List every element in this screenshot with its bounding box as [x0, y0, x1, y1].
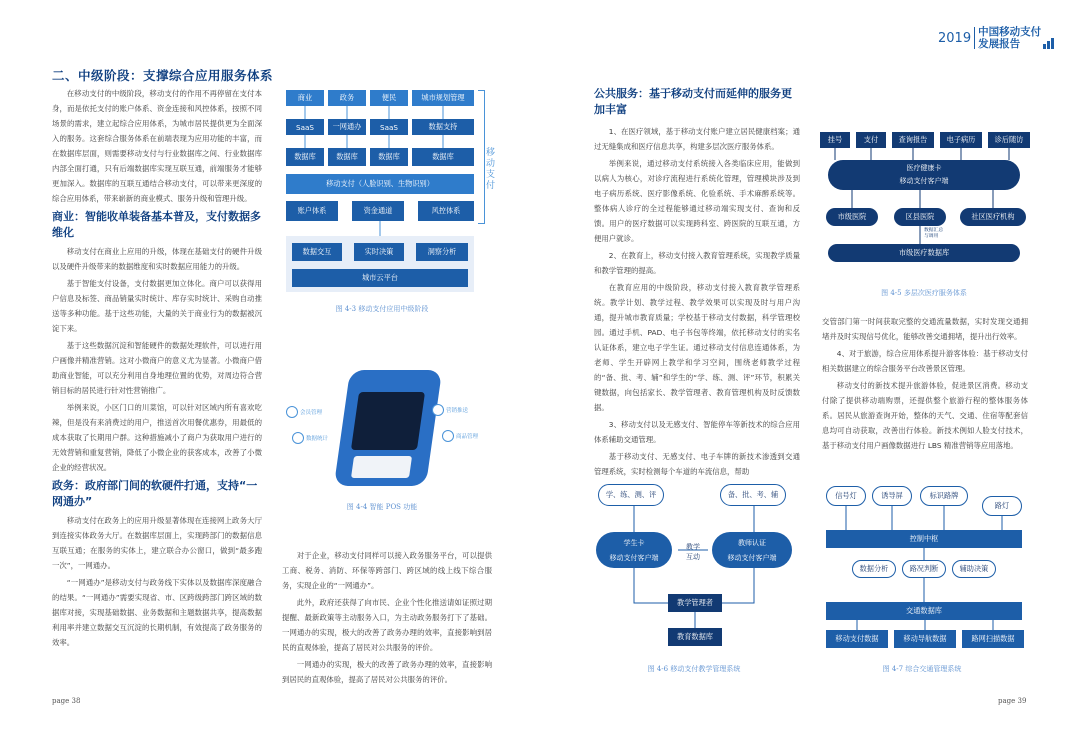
- fig6-teacher-client: 移动支付客户端: [727, 554, 777, 562]
- fig3-box-commerce: 商业: [286, 90, 324, 106]
- header-divider: [974, 27, 975, 49]
- fig6-interact-2: 互动: [686, 553, 700, 561]
- fig7-scan-data: 路网扫描数据: [962, 630, 1024, 648]
- fig3-box-datasupport: 数据支持: [412, 119, 474, 135]
- fig3-box-saas-1: SaaS: [286, 119, 324, 135]
- fig4-caption: 图 4-4 智能 POS 功能: [346, 503, 418, 511]
- fig5-caption: 图 4-5 多层次医疗服务体系: [881, 289, 967, 297]
- fig7-sign: 标识路牌: [920, 486, 968, 506]
- fig6-manager: 教学管理者: [668, 594, 722, 612]
- pos-bubble-goods: [442, 430, 478, 442]
- right-paragraph-4: 在教育应用的中级阶段，移动支付接入教育教学管理系统。教学计划、教学过程、教学效果可以实现及时与用户沟通，提升城市教育质量；学校基于移动支付数据，科学管理校园。通过手机、PAD、电子书包等终端，依托移动支付的实名认证体系，建立电子学生证。通过移动支付信息连通体系，为老师、学生开辟网上教学和学习空间，围绕老师教学过程的“备、批、考、辅”和学生的“学、练、测、评”环节，积累关键数据，向包括家长、教学管理者、教育管理机构及时反馈数据。: [594, 283, 800, 412]
- member-icon: [286, 406, 298, 418]
- left-col2-paragraph-1: 对于企业，移动支付同样可以接入政务服务平台，可以提供工商、税务、消防、环保等跨部门、跨区域的线上线下综合服务，实现企业的“一网通办”。: [282, 551, 492, 590]
- fig6-arrows: [594, 478, 804, 650]
- fig3-caption: 图 4-3 移动支付应用中级阶段: [335, 305, 429, 313]
- public-heading: 公共服务：基于移动支付而延伸的服务更加丰富: [594, 87, 792, 116]
- figure-4-4: [282, 370, 502, 490]
- fig7-control-center: 控制中枢: [826, 530, 1022, 548]
- header-title-line1: 中国移动支付: [978, 26, 1042, 38]
- fig6-interact-1: 教学: [686, 543, 700, 551]
- left-col2-paragraph-2: 此外，政府还获得了向市民、企业个性化推送请如证照过期提醒、最新政策等主动服务入口，为主动政务服务打下了基础。一网通办的实现，极大的改善了政务办理的效率，直接影响到居民的直观体验，提高了居民对公共服务的评价。: [282, 598, 492, 652]
- fig3-box-yiwang: 一网通办: [328, 119, 366, 135]
- fig3-box-risk: 风控体系: [418, 201, 474, 221]
- bubble-stats-label: 数据统计: [306, 436, 329, 442]
- fig3-box-db-4: 数据库: [412, 148, 474, 166]
- gov-heading: 政务：政府部门间的软硬件打通，支持“一网通办”: [52, 479, 258, 508]
- right-col2-paragraph-1: 交管部门第一时间获取完整的交通流量数据，实时发现交通拥堵并及时实现信号优化，能够改善交通拥堵，提升出行效率。: [822, 317, 1028, 341]
- pos-device: [334, 370, 442, 486]
- bubble-goods-label: 商品管理: [456, 434, 479, 440]
- commerce-paragraph-3: 基于这些数据沉淀和智能硬件的数据处理软件，可以进行用户画像并精准营销。这对小微商户的意义尤为显著。小微商户借助商业智能，可以充分利用自身地理位置的优势，对周边符合营销目标的居民进行针对性营销推广。: [52, 341, 262, 395]
- page-number-right: page 39: [998, 697, 1027, 705]
- fig3-box-fund: 资金通道: [352, 201, 404, 221]
- fig5-box-report: 查询报告: [892, 132, 934, 148]
- fig3-box-decision: 实时决策: [354, 243, 404, 261]
- pos-screen: [351, 392, 425, 450]
- page-number-left: page 38: [52, 697, 81, 705]
- fig5-health-card: 医疗健康卡: [906, 164, 942, 172]
- fig3-box-insight: 洞察分析: [416, 243, 468, 261]
- fig3-mobile-payment-bar: 移动支付（人脸识别、生物识别）: [286, 174, 474, 194]
- fig6-edu-db: 教育数据库: [668, 628, 722, 646]
- figure-4-5: [818, 128, 1030, 268]
- gov-paragraph-2: “一网通办”是移动支付与政务线下实体以及数据库深度融合的结果。“一网通办”需要实现省、市、区跨级跨部门跨区域的数据库对接，实现基础数据、业务数据和主题数据共享，提高数据利用率并建立数据交互沉淀的长期机制，有效提高了政务服务的效率。: [52, 578, 262, 647]
- header-title: [978, 26, 1041, 50]
- intro-paragraph: 在移动支付的中级阶段，移动支付的作用不再停留在支付本身，而是依托支付的账户体系、资金连接和风控体系，按照不同场景的需求，建立起综合应用体系，为城市居民提供更为全面深入的服务。这套综合服务体系在前端表现为应用功能的丰富，而在数据库层面，则需要移动支付与行业数据库之间、行业数据库内部全面打通，只有后端数据库实现互联互通，前端服务才能够更加深入。数据库的互联互通结合移动支付，可以带来更深度的综合应用体系，带来崭新的商业模式、服务升级和管理升级。: [52, 89, 262, 203]
- fig7-lamp: 路灯: [982, 496, 1022, 516]
- fig7-caption: 图 4-7 综合交通管理系统: [882, 665, 962, 673]
- fig3-box-convenience: 便民: [370, 90, 408, 106]
- fig5-arrows: [818, 128, 1030, 248]
- right-paragraph-6: 基于移动支付、无感支付、电子车牌的新技术渗透到交通管理系统，实时检测每个车道的车流信息，帮助: [594, 452, 800, 476]
- fig5-hosp-community: 社区医疗机构: [960, 208, 1026, 226]
- fig3-side-label: 移动支付: [486, 148, 496, 191]
- commerce-paragraph-2: 基于智能支付设备，支付数据更加立体化。商户可以获得用户信息及标签、商品销量实时统计、库存实时统计、采购自动推送等多种功能。基于这些功能，大量的关于商业行为的数据被沉淀下来。: [52, 279, 262, 333]
- fig3-arrows: [282, 86, 482, 236]
- fig6-caption: 图 4-6 移动支付教学管理系统: [647, 665, 741, 673]
- pos-keypad: [351, 456, 412, 478]
- fig3-city-cloud: 城市云平台: [292, 269, 468, 287]
- fig3-box-gov: 政务: [328, 90, 366, 106]
- right-paragraph-1: 1、在医疗领域，基于移动支付账户建立居民健康档案；通过无缝集成和医疗信息共享，构建多层次医疗服务体系。: [594, 127, 800, 151]
- right-paragraph-3: 2、在教育上，移动支付接入教育管理系统，实现教学质量和教学管理的提高。: [594, 251, 800, 275]
- pos-bubble-marketing: [432, 404, 468, 416]
- right-col2: [822, 314, 1028, 455]
- fig6-teacher-auth: 教师认证: [738, 539, 766, 547]
- figure-4-6: [594, 478, 804, 650]
- goods-icon: [442, 430, 454, 442]
- chart-logo-icon: [1043, 37, 1057, 49]
- left-col2-paragraph-3: 一网通办的实现，极大的改善了政务办理的效率，直接影响到居民的直观体验，提高了居民对公共服务的评价。: [282, 660, 492, 684]
- fig6-learn-oval: 学、练、测、评: [598, 484, 664, 506]
- fig7-arrows: [822, 482, 1030, 632]
- fig6-student-card: 学生卡: [623, 539, 645, 547]
- right-col1: [594, 86, 800, 481]
- marketing-icon: [432, 404, 444, 416]
- fig5-box-emr: 电子病历: [940, 132, 982, 148]
- right-paragraph-2: 举例来说，通过移动支付系统接入各类临床应用，能做到以病人为核心，对诊疗流程进行系统化管理，管理模块涉及到电子病历系统、医疗影像系统、化验系统、手术麻醉系统等。整体病人诊疗的全过程能够通过移动端实现支付、查询和反馈。用户的医疗数据可以实现跨科室、跨医院的互联互通，方便用户就诊。: [594, 159, 800, 243]
- fig5-hosp-city: 市级医院: [826, 208, 878, 226]
- commerce-heading: 商业：智能收单装备基本普及，支付数据多维化: [52, 210, 261, 239]
- right-paragraph-5: 3、移动支付以及无感支付、智能停车等新技术的综合应用体系辅助交通管理。: [594, 420, 800, 444]
- fig5-box-followup: 诊后随访: [988, 132, 1030, 148]
- fig6-teach-oval: 备、批、考、辅: [720, 484, 786, 506]
- fig7-mobile-data: 移动支付数据: [826, 630, 888, 648]
- fig5-box-pay: 支付: [856, 132, 886, 148]
- pos-bubble-member: [286, 406, 322, 418]
- fig7-signal: 信号灯: [826, 486, 866, 506]
- header-title-line2: 发展报告: [978, 38, 1021, 50]
- fig5-box-register: 挂号: [820, 132, 850, 148]
- report-header: [938, 26, 1057, 50]
- bubble-marketing-label: 营销推送: [446, 408, 469, 414]
- fig3-box-interact: 数据交互: [292, 243, 342, 261]
- fig5-city-db: 市级医疗数据库: [828, 244, 1020, 262]
- left-col1: [52, 86, 262, 652]
- figure-4-7: [822, 482, 1030, 652]
- section-title: 二、中级阶段：支撑综合应用服务体系: [52, 68, 274, 83]
- fig3-box-db-2: 数据库: [328, 148, 366, 166]
- fig5-sync-label: 数据汇总 与调用: [924, 228, 944, 239]
- commerce-paragraph-4: 举例来说，小区门口的川菜馆，可以针对区域内所有喜欢吃辣，但是没有来消费过的用户，推送首次用餐优惠券，用最低的成本获取了长期用户群。这种措施减小了商户为获取用户进行的无效营销和重复营销，降低了小微企业的获客成本，改善了小微企业的经营状况。: [52, 403, 262, 472]
- fig7-nav-data: 移动导航数据: [894, 630, 956, 648]
- fig3-box-db-1: 数据库: [286, 148, 324, 166]
- pos-bubble-stats: [292, 432, 328, 444]
- fig3-box-account: 账户体系: [286, 201, 338, 221]
- fig7-decision: 辅助决策: [952, 560, 996, 578]
- right-col2-paragraph-3: 移动支付的新技术提升旅游体验，促进景区消费。移动支付除了提供移动端购票，还提供整个旅游行程的整体服务体系。居民从旅游查询开始，整体的天气、交通、住宿等配套信息均可自动获取，改善出行体验。新技术例如人脸支付技术，基于移动支付用户画像数据进行 LBS 精准营销等应用落地。: [822, 381, 1028, 450]
- bubble-member-label: 会员管理: [300, 410, 323, 416]
- fig3-box-saas-2: SaaS: [370, 119, 408, 135]
- fig3-box-db-3: 数据库: [370, 148, 408, 166]
- fig7-analysis: 数据分析: [852, 560, 896, 578]
- left-col2: [282, 548, 492, 689]
- fig5-hosp-county: 区县医院: [894, 208, 946, 226]
- fig5-client-label: 移动支付客户端: [899, 177, 949, 185]
- fig7-guide-screen: 诱导屏: [872, 486, 912, 506]
- commerce-paragraph-1: 移动支付在商业上应用的升级，体现在基础支付的硬件升级以及硬件升级带来的数据维度和实时数据应用能力的升级。: [52, 247, 262, 271]
- header-year: 2019: [938, 30, 972, 46]
- fig6-student-client: 移动支付客户端: [609, 554, 659, 562]
- right-col2-paragraph-2: 4、对于旅游，综合应用体系提升游客体验：基于移动支付相关数据建立的综合服务平台改善景区管理。: [822, 349, 1028, 373]
- gov-paragraph-1: 移动支付在政务上的应用升级显著体现在连接网上政务大厅到连接实体政务大厅。在数据库层面上，实现跨部门的数据信息互联互通；在服务的实体上，建立联合办公窗口，做到“最多跑一次”，一网通办。: [52, 516, 262, 570]
- fig7-road-judge: 路况判断: [902, 560, 946, 578]
- fig7-traffic-db: 交通数据库: [826, 602, 1022, 620]
- stats-icon: [292, 432, 304, 444]
- fig3-box-urban: 城市规划管理: [412, 90, 474, 106]
- figure-4-3: [282, 86, 502, 296]
